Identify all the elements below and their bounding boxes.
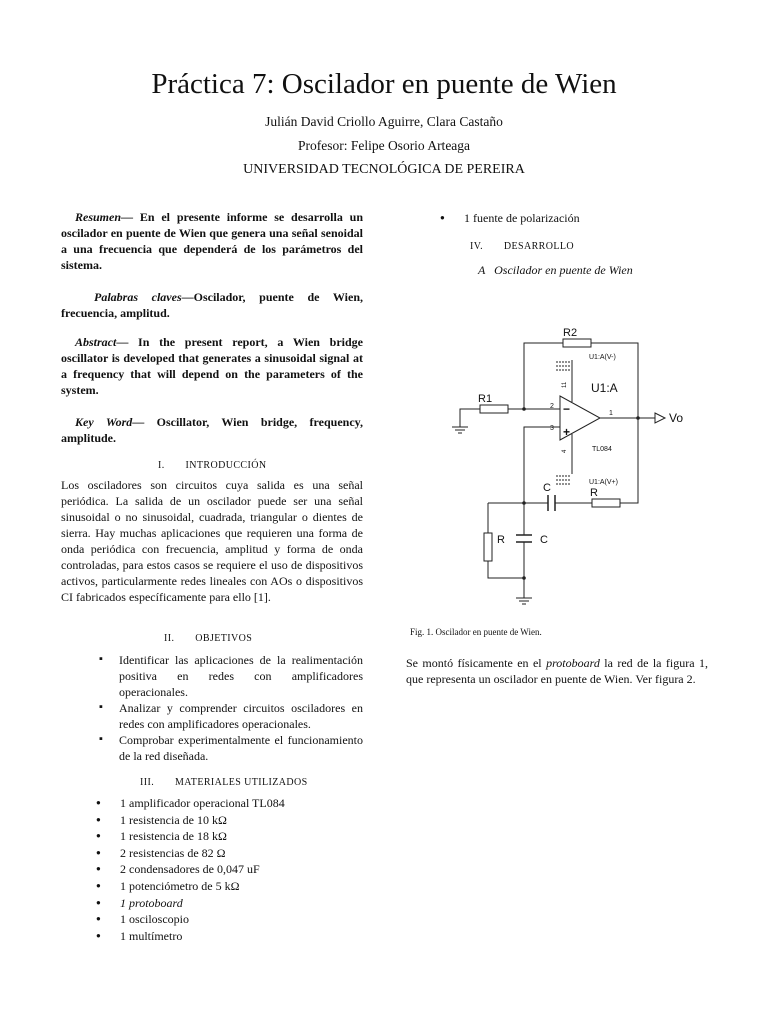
abstract-label: Abstract xyxy=(75,335,117,349)
label-vplus: U1:A(V+) xyxy=(589,479,618,486)
pin-1-label: 1 xyxy=(609,410,613,417)
svg-text:+: + xyxy=(563,425,571,439)
list-item: ▪ Analizar y comprender circuitos osciladores en redes con amplificadores operacionales. xyxy=(94,700,363,732)
section-title: DESARROLLO xyxy=(503,241,574,252)
desarrollo-text-italic: protoboard xyxy=(546,656,600,670)
materiales-list xyxy=(96,795,356,944)
university: UNIVERSIDAD TECNOLÓGICA DE PEREIRA xyxy=(243,162,525,177)
keywords-label: Key Word xyxy=(75,415,133,429)
list-item: ▪ Comprobar experimentalmente el funcionamiento de la red diseñada. xyxy=(94,732,363,764)
list-item: ● 2 condensadores de 0,047 uF xyxy=(96,861,356,878)
label-vo: Vo xyxy=(669,411,684,425)
ground-symbol xyxy=(516,598,532,604)
resistor-r-parallel xyxy=(484,533,492,561)
list-item: ● 1 protoboard xyxy=(96,895,356,912)
resumen-paragraph xyxy=(61,209,363,273)
desarrollo-text-a: Se montó físicamente en el xyxy=(406,656,547,670)
label-u1a: U1:A xyxy=(591,381,618,395)
list-item: ● 1 resistencia de 10 kΩ xyxy=(96,812,356,829)
ground-symbol xyxy=(452,427,468,433)
list-item: ● 1 osciloscopio xyxy=(96,911,356,928)
capacitor-c-series xyxy=(548,495,555,511)
list-item: ● 1 amplificador operacional TL084 xyxy=(96,795,356,812)
list-item: ● 1 resistencia de 18 kΩ xyxy=(96,828,356,845)
paper-title: Práctica 7: Oscilador en puente de Wien xyxy=(151,68,617,100)
palabras-text: —Oscilador, puente de Wien, frecuencia, amplitud. xyxy=(61,290,363,320)
palabras-paragraph xyxy=(61,289,363,321)
section-introduccion-heading xyxy=(158,460,266,471)
keywords-text: — Oscillator, Wien bridge, frequency, amplitude. xyxy=(61,415,363,445)
objetivos-list xyxy=(94,652,363,764)
resistor-r-series xyxy=(592,499,620,507)
pin-11-label: 11 xyxy=(562,381,568,388)
desarrollo-paragraph xyxy=(406,655,708,687)
list-item: ● 2 resistencias de 82 Ω xyxy=(96,845,356,862)
resumen-text: — En el presente informe se desarrolla un oscilador en puente de Wien que genera una señal senoidal a una frecuencia que dependerá de los parámetros del sistema. xyxy=(61,210,363,272)
authors: Julián David Criollo Aguirre, Clara Castaño xyxy=(265,114,503,129)
label-tl084: TL084 xyxy=(592,446,612,453)
section-title: INTRODUCCIÓN xyxy=(185,460,267,471)
label-c-parallel: C xyxy=(540,534,548,546)
resumen-label: Resumen xyxy=(75,210,122,224)
resistor-r2 xyxy=(563,339,591,347)
pin-4-label: 4 xyxy=(562,449,568,453)
resistor-r1 xyxy=(480,405,508,413)
section-number: III. xyxy=(140,777,155,788)
abstract-text: — In the present report, a Wien bridge oscillator is developed that generates a sinusoidal signal at a frequency that will depend on the parameters of the system. xyxy=(61,335,363,397)
section-title: OBJETIVOS xyxy=(195,633,253,644)
list-item: ● 1 potenciómetro de 5 kΩ xyxy=(96,878,356,895)
subsection-heading: A Oscilador en puente de Wien xyxy=(478,263,633,277)
abstract-paragraph xyxy=(61,334,363,398)
section-objetivos-heading xyxy=(164,633,252,644)
svg-text:−: − xyxy=(563,402,571,416)
list-item: ● 1 fuente de polarización xyxy=(440,210,700,226)
keywords-paragraph xyxy=(61,414,363,446)
label-r1: R1 xyxy=(478,393,493,405)
capacitor-c-parallel xyxy=(516,535,532,542)
section-number: I. xyxy=(158,460,165,471)
pin-2-label: 2 xyxy=(550,403,554,410)
introduccion-text: Los osciladores son circuitos cuya salida es una señal periódica. La salida de un oscilador puede ser una señal sinusoidal o no sinusoidal, cuadrada, triangular o dientes de sierra. Hay muchas aplicaciones que requieren una forma de onda periódica con frecuencia, amplitud y forma de onda controladas, para estos casos se requiere el uso de dispositivos activos, particularmente redes lineales con AOs o dispositivos CI fabricados específicamente para ello [1]. xyxy=(61,478,363,604)
palabras-label: Palabras claves xyxy=(94,290,182,304)
materiales-list-continued xyxy=(440,210,700,226)
desarrollo-text-b: la red de la figura 1, que representa un oscilador en puente de Wien. Ver figura 2. xyxy=(406,656,708,686)
label-vminus: U1:A(V-) xyxy=(589,354,616,361)
section-number: II. xyxy=(164,633,175,644)
professor: Profesor: Felipe Osorio Arteaga xyxy=(297,138,471,153)
label-c-series: C xyxy=(543,482,551,494)
section-title: MATERIALES UTILIZADOS xyxy=(175,777,308,788)
pin-3-label: 3 xyxy=(550,425,554,432)
figure-caption: Fig. 1. Oscilador en puente de Wien. xyxy=(410,627,542,637)
list-item: ▪ Identificar las aplicaciones de la realimentación positiva en redes con amplificadores operacionales. xyxy=(94,652,363,700)
label-r-parallel: R xyxy=(497,534,505,546)
section-desarrollo-heading xyxy=(470,241,574,252)
list-item: ● 1 multímetro xyxy=(96,928,356,945)
label-r2: R2 xyxy=(563,327,578,339)
wien-bridge-circuit-diagram xyxy=(440,318,690,610)
section-number: IV. xyxy=(470,241,483,252)
output-arrow-icon xyxy=(655,413,665,423)
label-r-series: R xyxy=(590,487,598,499)
section-materiales-heading xyxy=(140,777,308,788)
